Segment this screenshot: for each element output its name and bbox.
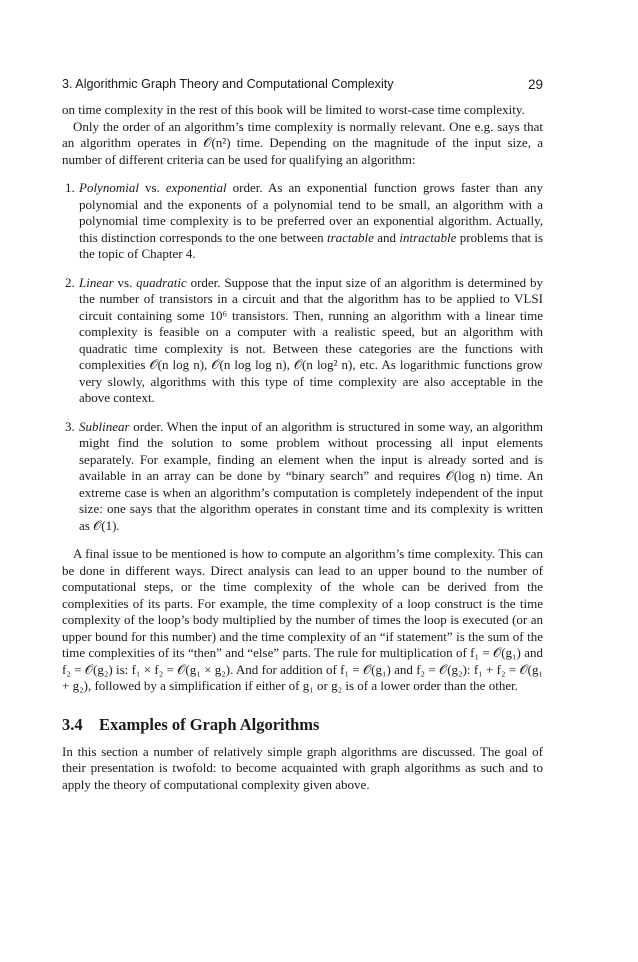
term-tractable: tractable [326, 229, 374, 245]
term-exponential: exponential [165, 180, 227, 195]
body-text [62, 102, 543, 793]
criteria-list [62, 180, 543, 534]
term-quadratic: quadratic [136, 274, 187, 290]
page-number: 29 [527, 77, 543, 92]
list-item-sublinear [62, 419, 543, 535]
chapter-running-title: 3. Algorithmic Graph Theory and Computational Complexity [62, 77, 394, 91]
paragraph-order-intro: Only the order of an algorithm’s time complexity is normally relevant. One e.g. says that an algorithm operates in 𝒪(n²) time. Depending on the magnitude of the input size, a number of different criteria can be used for qualifying an algorithm: [62, 118, 543, 167]
term-linear: Linear [79, 274, 114, 290]
list-item-polynomial [62, 180, 543, 263]
list-text: order. When the input of an algorithm is structured in some way, an algorithm might find the solution to some problem without processing all input elements separately. For example, finding an element when the input is already sorted and is available in an array can be done by “binary search” and requires 𝒪(log n) time. An extreme case is when an algorithm’s computation is completely independent of the input size: one says that the algorithm operates in constant time and its complexity is written as 𝒪(1). [79, 418, 543, 533]
list-text: order. As an exponential function grows faster than any polynomial and the exponents of a polynomial tend to be small, an algorithm with a polynomial time complexity is to be preferred over an exponential algorithm. Actually, this distinction corresponds to the one between [79, 180, 543, 245]
list-item-linear [62, 275, 543, 407]
list-text: problems that is the topic of Chapter 4. [79, 229, 543, 261]
running-head [62, 77, 543, 95]
paragraph-complexity-computation: A final issue to be mentioned is how to compute an algorithm’s time complexity. This can be done in different ways. Direct analysis can lead to an upper bound to the number of computational steps, or the time complexity of the whole can be derived from the complexities of its parts. For example, the time complexity of a loop construct is the time complexity of the loop’s body multiplied by the number of times the loop is executed (or an upper bound for this number) and the time complexity of an “if statement” is the sum of the time complexities of its “then” and “else” parts. The rule for multiplication of f₁ = 𝒪(g₁) and f₂ = 𝒪(g₂) is: f₁ × f₂ = 𝒪(g₁ × g₂). And for addition of f₁ = 𝒪(g₁) and f₂ = 𝒪(g₂): f₁ + f₂ = 𝒪(g₁ + g₂), followed by a simplification if either of g₁ or g₂ is of a lower order than the other. [62, 546, 543, 693]
section-heading [62, 715, 543, 735]
paragraph-continued: on time complexity in the rest of this book will be limited to worst-case time complexity. [62, 102, 525, 117]
list-number: 1. [65, 180, 75, 195]
section-title: Examples of Graph Algorithms [99, 714, 320, 734]
term-intractable: intractable [399, 229, 457, 245]
list-number: 3. [65, 418, 75, 434]
list-text: and [373, 229, 400, 245]
section-number: 3.4 [62, 714, 83, 734]
section-intro-paragraph: In this section a number of relatively simple graph algorithms are discussed. The goal of their presentation is twofold: to become acquainted with graph algorithms as such and to apply the theory of computational complexity given above. [62, 743, 543, 792]
term-sublinear: Sublinear [79, 418, 130, 434]
list-number: 2. [65, 274, 75, 290]
term-polynomial: Polynomial [79, 180, 139, 195]
list-text: order. Suppose that the input size of an algorithm is determined by the number of transistors in a circuit and that the algorithm has to be applied to VLSI circuit containing some 10⁶ transistors. Then, running an algorithm with a linear time complexity is feasible on a computer with a realistic speed, but an algorithm with quadratic time complexity is not. Between these categories are the functions with complexities 𝒪(n log n), 𝒪(n log log n), 𝒪(n log² n), etc. As logarithmic functions grow very slowly, algorithms with this type of time complexity are also acceptable in the above context. [79, 274, 543, 405]
list-text: vs. [113, 274, 137, 290]
list-text: vs. [138, 180, 166, 195]
